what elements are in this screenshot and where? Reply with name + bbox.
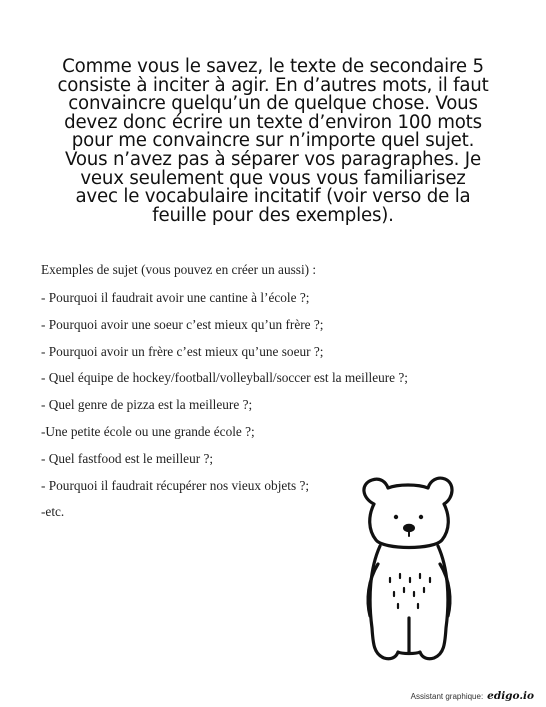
list-item: -Une petite école ou une grande école ?; <box>41 423 255 439</box>
list-item: -etc. <box>41 504 65 520</box>
list-item: - Pourquoi il faudrait récupérer nos vieux objets ?; <box>41 477 310 493</box>
intro-line: convaincre quelqu’un de quelque chose. Vous <box>68 93 478 115</box>
intro-line: Vous n’avez pas à séparer vos paragraphes. Je <box>65 148 481 170</box>
examples-heading: Exemples de sujet (vous pouvez en créer un aussi) : <box>41 262 317 277</box>
intro-line: consiste à inciter à agir. En d’autres mots, il faut <box>57 74 489 96</box>
list-item: - Quel genre de pizza est la meilleure ?; <box>41 397 253 413</box>
footer-credit <box>411 690 534 702</box>
list-item: - Pourquoi il faudrait avoir une cantine à l’école ?; <box>41 290 310 305</box>
list-item: - Quel fastfood est le meilleur ?; <box>41 450 214 466</box>
intro-line: veux seulement que vous vous familiarisez <box>80 167 466 189</box>
intro-line: Comme vous le savez, le texte de secondaire 5 <box>62 56 484 77</box>
list-item: - Pourquoi avoir une soeur c’est mieux qu’un frère ?; <box>41 316 324 332</box>
intro-paragraph <box>14 58 532 225</box>
brand-logo: edigo.io <box>487 690 534 702</box>
intro-line: pour me convaincre sur n’importe quel sujet. <box>71 130 475 152</box>
intro-line: avec le vocabulaire incitatif (voir verso de la <box>75 186 471 208</box>
intro-line: feuille pour des exemples). <box>152 204 394 226</box>
list-item: - Pourquoi avoir un frère c’est mieux qu’une soeur ?; <box>41 343 324 359</box>
intro-line: devez donc écrire un texte d’environ 100 mots <box>64 111 482 133</box>
footer-label: Assistant graphique: <box>410 692 484 701</box>
list-item: - Quel équipe de hockey/football/volleyball/soccer est la meilleure ?; <box>41 370 409 386</box>
examples-list <box>41 290 408 531</box>
polar-bear-illustration <box>354 468 464 670</box>
